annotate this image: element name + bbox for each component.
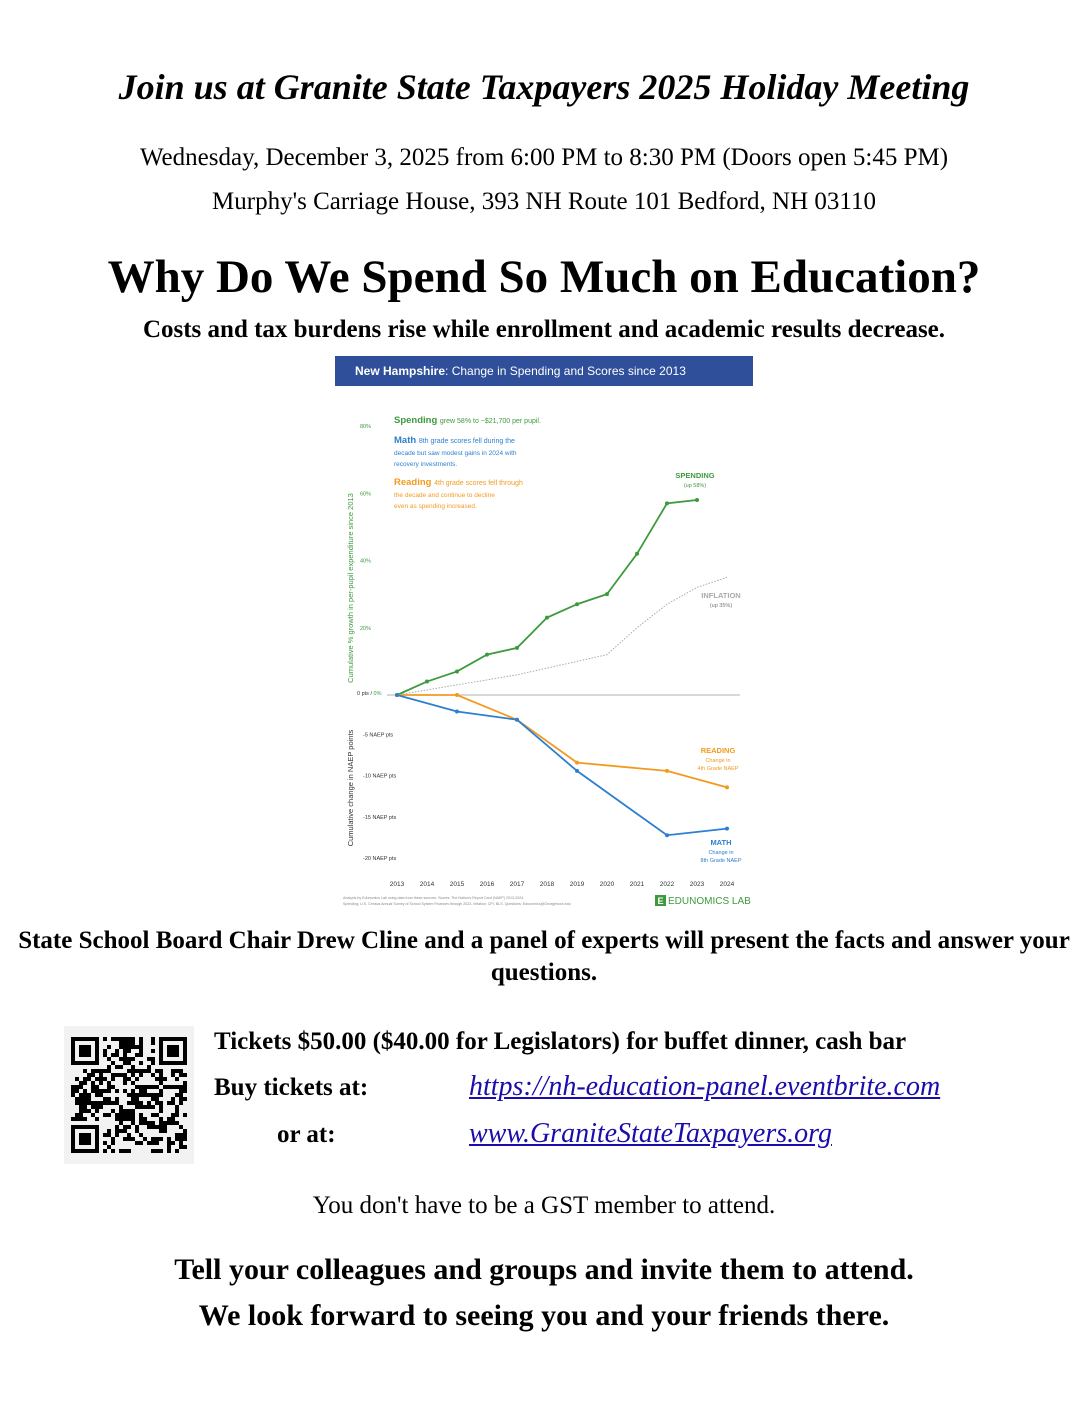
data-point-spending bbox=[455, 669, 459, 673]
data-point-reading bbox=[725, 785, 729, 789]
data-point-spending bbox=[695, 498, 699, 502]
series-line-spending bbox=[397, 500, 697, 695]
event-date: Wednesday, December 3, 2025 from 6:00 PM to 8:30 PM (Doors open 5:45 PM) bbox=[139, 144, 949, 171]
spending-scores-chart bbox=[335, 356, 753, 912]
data-point-spending bbox=[425, 680, 429, 684]
series-note: Change in bbox=[705, 758, 731, 764]
data-point-math bbox=[725, 827, 729, 831]
top-y-ticks bbox=[360, 424, 371, 632]
x-tick-label: 2013 bbox=[389, 881, 405, 888]
x-tick-label: 2017 bbox=[509, 881, 525, 888]
y-tick-top: 20% bbox=[360, 625, 372, 632]
chart-footnote-1: Analysis by Edunomics Lab using data from these sources: Scores: The Nation's Report Card (NAEP) 2013-2024. bbox=[343, 896, 525, 900]
data-point-spending bbox=[635, 552, 639, 556]
or-at-label: or at: bbox=[277, 1121, 336, 1148]
annotation-line: decade but saw modest gains in 2024 with bbox=[394, 450, 517, 457]
series-label-inflation: INFLATION bbox=[701, 591, 741, 600]
annotation-line: the decade and continue to decline bbox=[394, 492, 495, 499]
y-axis-label-bottom: Cumulative change in NAEP points bbox=[346, 729, 355, 847]
annotation-line: recovery investments. bbox=[394, 461, 458, 468]
y-tick-bottom: -10 NAEP pts bbox=[363, 773, 397, 780]
series-line-math bbox=[397, 695, 727, 835]
brand-name: EDUNOMICS LAB bbox=[668, 896, 751, 907]
data-point-spending bbox=[545, 616, 549, 620]
data-point-spending bbox=[605, 592, 609, 596]
data-point-spending bbox=[665, 501, 669, 505]
y-axis-label-top: Cumulative % growth in per-pupil expenditure since 2013 bbox=[346, 493, 355, 683]
ticket-price: Tickets $50.00 ($40.00 for Legislators) for buffet dinner, cash bar bbox=[214, 1028, 907, 1055]
series-label-reading: READING bbox=[700, 746, 736, 755]
data-point-math bbox=[575, 769, 579, 773]
gst-website-link[interactable]: www.GraniteStateTaxpayers.org bbox=[469, 1118, 832, 1149]
zero-tick-label: 0 pts / 0% bbox=[357, 691, 382, 697]
data-point-math bbox=[455, 710, 459, 714]
membership-note: You don't have to be a GST member to attend. bbox=[312, 1192, 776, 1219]
x-tick-label: 2016 bbox=[479, 881, 495, 888]
data-point-spending bbox=[575, 602, 579, 606]
annotation-line: Spending grew 58% to ~$21,700 per pupil. bbox=[394, 415, 541, 426]
x-tick-label: 2021 bbox=[629, 881, 645, 888]
series-note: 8th Grade NAEP bbox=[700, 858, 742, 864]
annotation-line: even as spending increased. bbox=[394, 503, 477, 510]
chart-footnote-2: Spending: U.S. Census Annual Survey of School System Finances through 2023. Inflation: CPI, BLS. Questions: Edunomics@Georgetown.edu bbox=[343, 902, 571, 906]
x-tick-label: 2022 bbox=[659, 881, 675, 888]
closing-line-2: We look forward to seeing you and your friends there. bbox=[198, 1299, 890, 1332]
event-title: Join us at Granite State Taxpayers 2025 Holiday Meeting bbox=[118, 67, 970, 107]
eventbrite-link[interactable]: https://nh-education-panel.eventbrite.com bbox=[469, 1071, 941, 1102]
y-tick-top: 80% bbox=[360, 424, 372, 430]
series-line-inflation bbox=[397, 577, 727, 695]
data-point-math bbox=[665, 833, 669, 837]
brand-badge: E bbox=[657, 896, 664, 906]
buy-tickets-label: Buy tickets at: bbox=[214, 1074, 369, 1101]
series-label-spending: SPENDING bbox=[675, 471, 715, 480]
data-point-reading bbox=[575, 761, 579, 765]
series-note: Change in bbox=[708, 850, 734, 856]
bottom-y-ticks bbox=[363, 732, 396, 862]
x-tick-label: 2024 bbox=[719, 881, 735, 888]
data-point-reading bbox=[665, 769, 669, 773]
event-location: Murphy's Carriage House, 393 NH Route 101 Bedford, NH 03110 bbox=[212, 188, 876, 215]
series-note: (up 35%) bbox=[709, 603, 733, 609]
y-tick-bottom: -5 NAEP pts bbox=[363, 732, 394, 739]
headline: Why Do We Spend So Much on Education? bbox=[107, 251, 981, 303]
x-tick-label: 2014 bbox=[419, 881, 435, 888]
y-tick-top: 40% bbox=[360, 558, 372, 565]
x-tick-label: 2015 bbox=[449, 881, 465, 888]
series-labels bbox=[675, 471, 741, 864]
y-tick-top: 60% bbox=[360, 491, 372, 498]
x-tick-label: 2023 bbox=[689, 881, 705, 888]
closing-line-1: Tell your colleagues and groups and invite them to attend. bbox=[174, 1253, 914, 1286]
data-point-math bbox=[395, 693, 399, 697]
series-note: 4th Grade NAEP bbox=[697, 766, 739, 772]
data-point-spending bbox=[485, 653, 489, 657]
data-point-reading bbox=[455, 693, 459, 697]
x-tick-label: 2018 bbox=[539, 881, 555, 888]
qr-code-icon[interactable] bbox=[64, 1026, 194, 1164]
y-tick-bottom: -20 NAEP pts bbox=[363, 856, 397, 862]
x-tick-label: 2020 bbox=[599, 881, 615, 888]
annotation-line: Math 8th grade scores fell during the bbox=[394, 435, 515, 446]
x-tick-label: 2019 bbox=[569, 881, 585, 888]
panel-description: State School Board Chair Drew Cline and a panel of experts will present the facts and answer your questions. bbox=[18, 927, 1070, 986]
y-tick-bottom: -15 NAEP pts bbox=[363, 814, 397, 821]
x-axis-ticks bbox=[390, 881, 735, 888]
chart-title: New Hampshire bbox=[355, 364, 446, 378]
subheadline: Costs and tax burdens rise while enrollment and academic results decrease. bbox=[142, 316, 946, 343]
series-note: (up 58%) bbox=[683, 483, 707, 489]
chart-annotations bbox=[394, 415, 541, 510]
svg-text:New Hampshire: Change in Spend bbox=[355, 364, 686, 378]
data-point-math bbox=[515, 718, 519, 722]
data-point-spending bbox=[515, 646, 519, 650]
series-label-math: MATH bbox=[710, 838, 732, 847]
chart-subtitle: : Change in Spending and Scores since 2013 bbox=[445, 364, 686, 378]
chart-series bbox=[395, 498, 729, 837]
annotation-line: Reading 4th grade scores fell through bbox=[394, 477, 523, 488]
